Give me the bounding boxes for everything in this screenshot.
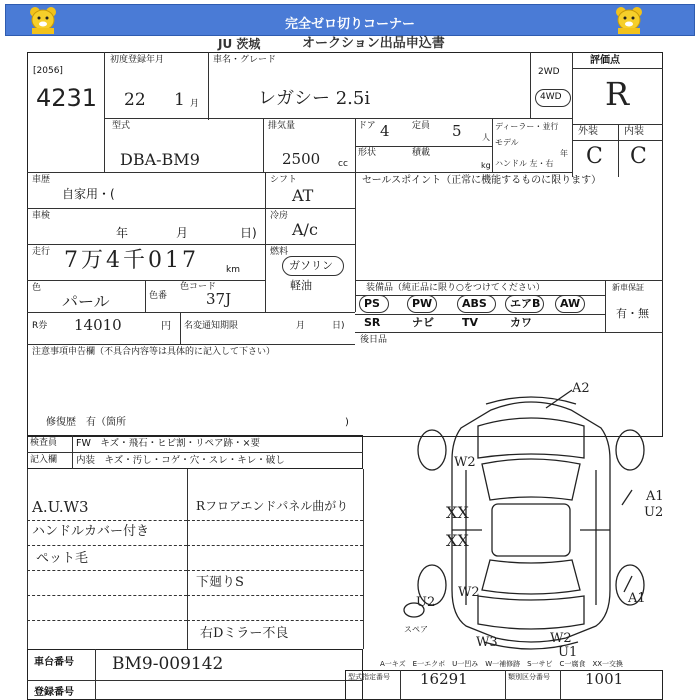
drive-2wd: 2WD <box>538 67 560 77</box>
equipment-label: 装備品（純正品に限り○をつけてください） <box>366 283 545 293</box>
inspection-label: 車検 <box>32 211 51 221</box>
banner-title: 完全ゼロ切りコーナー <box>284 17 415 32</box>
mark-XX-2: XX <box>446 531 469 550</box>
capacity-unit: 人 <box>482 133 490 142</box>
name-change-month: 月 <box>296 321 306 331</box>
color-change-label: 色コード <box>180 282 217 292</box>
color-number-label: 色番 <box>149 291 168 301</box>
usage-label: 車歴 <box>32 175 51 185</box>
exterior-value: C <box>586 144 603 169</box>
type-spec-label: 型式指定番号 <box>348 673 390 681</box>
bear-mascot-icon <box>26 5 60 35</box>
equipment-item: カワ <box>510 316 532 329</box>
mark-W3: W3 <box>476 635 498 650</box>
note-right-2: 下廻りS <box>196 575 244 590</box>
dealer-label: ディーラー・並行 <box>495 122 559 131</box>
mark-A2: A2 <box>572 381 590 396</box>
note-line-1: A.U.W3 <box>32 498 89 516</box>
grade-label: 評価点 <box>590 55 620 66</box>
inspector-label-1: 検査員 <box>30 438 58 448</box>
name-change-day: 日) <box>332 321 345 331</box>
grade-value: R <box>605 75 630 113</box>
model-label: 型式 <box>112 121 131 131</box>
logo-text: JU 茨城 <box>218 37 261 51</box>
class-label: 類別区分番号 <box>508 673 550 681</box>
recycle-value: 14010 <box>74 316 122 334</box>
shift-value: AT <box>292 186 314 205</box>
note-right-1: Rフロアエンドパネル曲がり <box>196 499 349 513</box>
model-year-label: モデル <box>495 138 519 147</box>
equipment-circle <box>359 295 389 313</box>
shift-label: シフト <box>270 175 298 185</box>
mark-W2-bottom: W2 <box>550 631 572 646</box>
mark-XX-1: XX <box>446 503 469 522</box>
new-warranty-label: 新車保証 <box>612 283 644 292</box>
interior-label: 内装 <box>624 126 644 137</box>
note-right-3: 右Dミラー不良 <box>200 626 289 641</box>
repair-close: ) <box>345 417 349 428</box>
fuel-other: 軽油 <box>290 279 312 292</box>
mark-spare: スペア <box>404 625 428 634</box>
shape-label: 形状 <box>358 148 377 158</box>
lot-code: [2056] <box>33 66 63 76</box>
inspection-day-unit: 日) <box>240 226 257 240</box>
mark-U2-spare: U2 <box>416 595 436 610</box>
inspection-year-unit: 年 <box>116 226 129 240</box>
mileage-unit: km <box>226 265 240 275</box>
car-damage-diagram <box>396 380 666 660</box>
equipment-item: SR <box>364 316 381 329</box>
form-subtitle: オークション出品申込書 <box>302 36 445 51</box>
displacement-value: 2500 <box>282 150 321 168</box>
sales-point-label: セールスポイント（正常に機能するものに限ります） <box>362 175 602 186</box>
equipment-item: TV <box>462 316 479 329</box>
equipment-circle <box>457 295 496 313</box>
capacity-label: 定員 <box>412 121 431 131</box>
car-name-value: レガシー 2.5i <box>258 88 371 109</box>
repair-history: 修復歴 有（箇所 <box>46 417 126 428</box>
mark-W2-rear: W2 <box>458 585 480 600</box>
color-value: パール <box>62 292 110 311</box>
doors-label: ドア <box>358 121 376 131</box>
car-name-label: 車名・グレード <box>213 55 277 65</box>
mileage-value: 7万4千017 <box>64 248 199 273</box>
note-line-2: ハンドルカバー付き <box>32 524 150 539</box>
damage-legend: A一キズ E一エクボ U一凹み W一補修跡 S一サビ C一腐食 XX一交換 <box>380 660 624 668</box>
usage-value: 自家用・( <box>62 187 115 201</box>
equipment-item: PS <box>364 297 380 310</box>
drive-4wd: 4WD <box>540 92 562 102</box>
aircon-value: A/c <box>292 220 318 239</box>
mileage-label: 走行 <box>32 247 51 257</box>
equipment-item: ナビ <box>412 316 434 329</box>
mark-U1: U1 <box>558 645 578 660</box>
recycle-label: R券 <box>32 321 48 331</box>
registered-label: 登録番号 <box>34 687 74 698</box>
fuel-label: 燃料 <box>270 247 289 257</box>
new-warranty-value: 有・無 <box>616 307 649 320</box>
doors-value: 4 <box>380 122 390 140</box>
equipment-circle <box>407 295 437 313</box>
equipment-circle <box>555 295 585 313</box>
inspector-row-2: 内装 キズ・汚し・コゲ・穴・スレ・キレ・破し <box>76 455 285 466</box>
kg-label: kg <box>481 161 491 170</box>
inspector-label-2: 記入欄 <box>30 455 58 465</box>
model-year-unit: 年 <box>560 149 568 158</box>
registration-month-unit: 月 <box>190 99 200 109</box>
displacement-unit: cc <box>338 159 348 169</box>
load-label: 積載 <box>412 148 431 158</box>
aircon-label: 冷房 <box>270 211 289 221</box>
note-line-3: ペット毛 <box>36 551 89 566</box>
color-number-value: 37J <box>206 290 232 308</box>
equipment-item: PW <box>412 297 433 310</box>
notes-label: 注意事項申告欄（不具合内容等は具体的に記入して下さい） <box>32 347 276 357</box>
class-value: 1001 <box>585 670 624 688</box>
equipment-item: エアB <box>510 297 541 310</box>
registration-year: 22 <box>124 90 146 110</box>
interior-value: C <box>630 144 647 169</box>
fuel-circled: ガソリン <box>289 259 333 272</box>
equipment-circle <box>505 295 544 313</box>
inspector-row-1: FW キズ・飛石・ヒビ割・リペア跡・×要 <box>76 438 260 449</box>
mark-A1-rear: A1 <box>628 591 646 606</box>
equipment-item: ABS <box>462 297 487 310</box>
later-label: 後日品 <box>360 335 388 345</box>
exterior-label: 外装 <box>578 126 598 137</box>
mark-A1-right: A1 <box>646 489 664 504</box>
chassis-value: BM9-009142 <box>112 654 224 674</box>
lot-number: 4231 <box>36 84 98 112</box>
mark-W2-front: W2 <box>454 455 476 470</box>
color-label: 色 <box>32 283 42 293</box>
handle-label: ハンドル 左・右 <box>495 159 554 168</box>
model-value: DBA-BM9 <box>120 150 200 169</box>
registration-month: 1 <box>174 90 185 110</box>
mark-U2-right: U2 <box>644 505 664 520</box>
chassis-label: 車台番号 <box>34 657 74 668</box>
banner-bar <box>5 4 695 36</box>
displacement-label: 排気量 <box>268 121 296 131</box>
capacity-value: 5 <box>452 122 462 140</box>
registration-label: 初度登録年月 <box>110 55 165 65</box>
name-change-label: 名変通知期限 <box>184 321 239 331</box>
recycle-unit: 円 <box>161 321 171 332</box>
bear-mascot-icon <box>612 5 646 35</box>
equipment-item: AW <box>560 297 581 310</box>
type-spec-value: 16291 <box>420 670 468 688</box>
inspection-month-unit: 月 <box>176 226 189 240</box>
